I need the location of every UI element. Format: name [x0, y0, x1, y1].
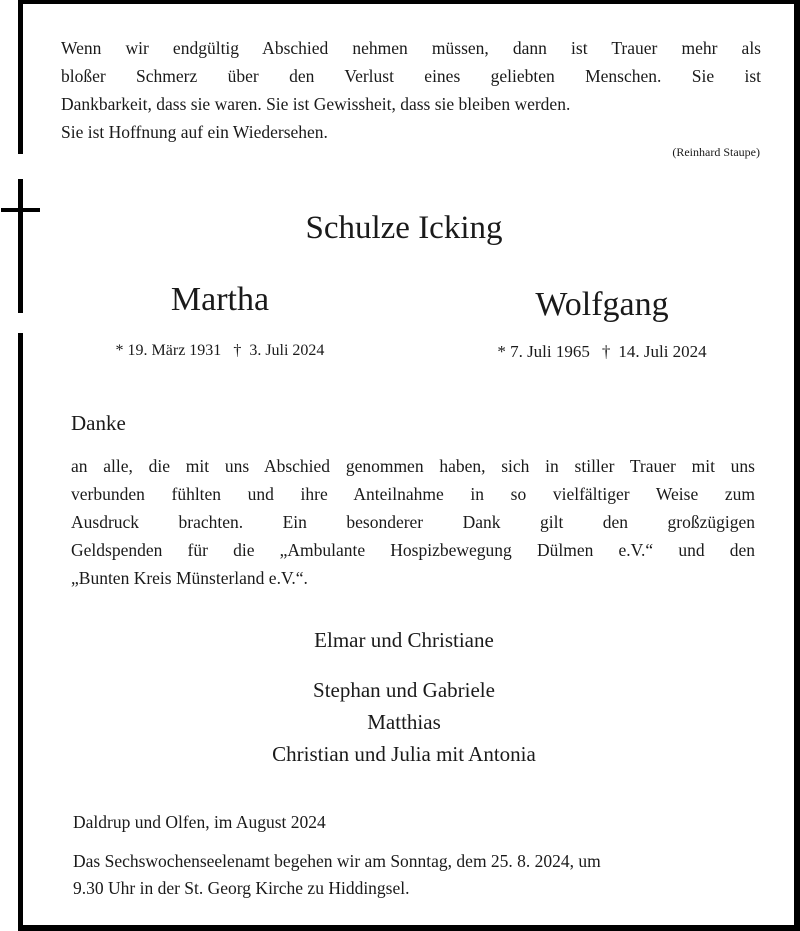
mourner-name: Stephan und Gabriele: [313, 678, 495, 702]
quote-line: Sie ist Hoffnung auf ein Wiedersehen.: [61, 122, 328, 142]
quote-line: bloßer Schmerz über den Verlust eines geliebten Menschen. Sie ist: [61, 66, 761, 86]
thanks-line: an alle, die mit uns Abschied genommen haben, sich in stiller Trauer mit uns: [71, 456, 755, 476]
thanks-line: Geldspenden für die „Ambulante Hospizbewegung Dülmen e.V.“ und den: [71, 540, 755, 560]
mourner-name: Christian und Julia mit Antonia: [272, 742, 536, 766]
quote-line: Wenn wir endgültig Abschied nehmen müssen, dann ist Trauer mehr als: [61, 38, 761, 58]
service-note-line: 9.30 Uhr in der St. Georg Kirche zu Hiddingsel.: [73, 878, 410, 898]
frame-border-right: [794, 0, 800, 931]
thanks-line: „Bunten Kreis Münsterland e.V.“.: [71, 568, 308, 588]
memorial-quote: [61, 34, 761, 146]
place-and-date: Daldrup und Olfen, im August 2024: [73, 812, 326, 832]
mourner-list: [0, 674, 800, 770]
family-name: Schulze Icking: [305, 210, 503, 246]
person-martha: [70, 280, 370, 360]
person-name: Wolfgang: [535, 286, 669, 323]
thanks-line: verbunden fühlten und ihre Anteilnahme in so vielfältiger Weise zum: [71, 484, 755, 504]
death-date: 3. Juli 2024: [249, 342, 325, 359]
person-dates: [70, 342, 370, 360]
birth-date: * 7. Juli 1965: [497, 342, 590, 361]
death-symbol-icon: †: [601, 342, 611, 361]
thanks-line: Ausdruck brachten. Ein besonderer Dank gilt den großzügigen: [71, 512, 755, 532]
frame-border-left-upper: [18, 0, 23, 154]
frame-border-bottom: [18, 925, 800, 931]
mourner-name: Elmar und Christiane: [314, 628, 494, 652]
death-date: 14. Juli 2024: [618, 342, 707, 361]
frame-border-top: [18, 0, 800, 4]
person-name: Martha: [170, 281, 270, 318]
birth-date: * 19. März 1931: [115, 342, 222, 359]
death-symbol-icon: †: [233, 342, 242, 359]
service-note: [73, 848, 763, 902]
service-note-line: Das Sechswochenseelenamt begehen wir am Sonntag, dem 25. 8. 2024, um: [73, 851, 601, 871]
mourner-name: Matthias: [367, 710, 441, 734]
quote-author: (Reinhard Staupe): [672, 145, 760, 159]
person-dates: [452, 342, 752, 362]
thanks-heading: Danke: [71, 411, 126, 435]
person-wolfgang: [452, 285, 752, 362]
thanks-text: [71, 452, 755, 592]
quote-line: Dankbarkeit, dass sie waren. Sie ist Gewissheit, dass sie bleiben werden.: [61, 94, 571, 114]
